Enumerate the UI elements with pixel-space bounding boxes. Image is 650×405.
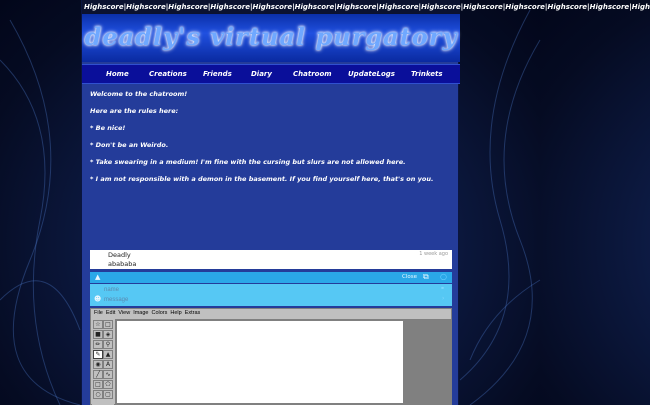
polygon-icon[interactable]: ⬠ — [103, 380, 113, 389]
emoji-icon[interactable]: ☻ — [94, 295, 102, 303]
send-icon[interactable]: › — [442, 295, 445, 302]
rect-select-icon[interactable]: □ — [103, 320, 113, 329]
nav-updatelogs[interactable]: UpdateLogs — [348, 70, 395, 78]
nav-home[interactable]: Home — [106, 70, 129, 78]
nav-diary[interactable]: Diary — [251, 70, 272, 78]
menu-colors[interactable]: Colors — [151, 310, 168, 316]
paint-canvas[interactable] — [117, 321, 403, 403]
message-input[interactable] — [104, 295, 434, 304]
eraser-icon[interactable]: ■ — [93, 330, 103, 339]
text-icon[interactable]: A — [103, 360, 113, 369]
rule-item: * Be nice! — [90, 124, 126, 132]
rounded-rect-icon[interactable]: ▢ — [103, 390, 113, 399]
menu-help[interactable]: Help — [170, 310, 182, 316]
welcome-text: Welcome to the chatroom! — [90, 90, 188, 98]
highscore-ticker: Highscore|Highscore|Highscore|Highscore|Highscore|Highscore|Highscore|Highscore|Highscore|Highscore|Highscore|Highscore|Highscore|High — [82, 0, 460, 14]
close-button[interactable]: Close — [402, 274, 417, 280]
free-select-icon[interactable]: ☆ — [93, 320, 103, 329]
paint-menu-bar — [91, 310, 451, 319]
main-frame — [81, 0, 650, 405]
name-input[interactable] — [104, 285, 434, 294]
user-icon[interactable]: ▲ — [95, 273, 101, 281]
chat-input-area — [90, 284, 452, 306]
site-title: deadly's virtual purgatory — [84, 22, 458, 51]
ellipse-icon[interactable]: ○ — [93, 390, 103, 399]
nav-chatroom[interactable]: Chatroom — [293, 70, 332, 78]
chatroom-rules — [90, 90, 452, 192]
chat-message — [90, 250, 452, 269]
nav-friends[interactable]: Friends — [203, 70, 232, 78]
nav-trinkets[interactable]: Trinkets — [411, 70, 443, 78]
chat-message-author: Deadly — [108, 251, 131, 259]
rules-intro: Here are the rules here: — [90, 107, 179, 115]
fill-icon[interactable]: ◈ — [103, 330, 113, 339]
menu-extras[interactable]: Extras — [184, 310, 201, 316]
link-icon[interactable]: ⚭ — [440, 285, 446, 292]
paint-canvas-area — [115, 319, 451, 405]
line-icon[interactable]: ╱ — [93, 370, 103, 379]
settings-icon[interactable]: ○ — [440, 272, 447, 281]
airbrush-icon[interactable]: ◉ — [93, 360, 103, 369]
pencil-icon[interactable]: ✎ — [93, 350, 103, 359]
chat-message-time: 1 week ago — [419, 251, 448, 257]
menu-view[interactable]: View — [118, 310, 131, 316]
picker-icon[interactable]: ✏ — [93, 340, 103, 349]
nav-creations[interactable]: Creations — [149, 70, 187, 78]
rule-item: * Take swearing in a medium! I'm fine with the cursing but slurs are not allowed here. — [90, 158, 406, 166]
rectangle-icon[interactable]: □ — [93, 380, 103, 389]
menu-file[interactable]: File — [94, 310, 103, 316]
rule-item: * I am not responsible with a demon in the basement. If you find yourself here, that's on you. — [90, 175, 434, 183]
chat-toolbar — [90, 272, 452, 283]
menu-image[interactable]: Image — [133, 310, 149, 316]
paint-toolbox — [92, 319, 114, 405]
popout-icon[interactable]: ⧉ — [423, 272, 429, 281]
chat-message-text: abababa — [108, 260, 137, 268]
site-banner — [82, 14, 460, 62]
brush-icon[interactable]: ▲ — [103, 350, 113, 359]
menu-edit[interactable]: Edit — [105, 310, 116, 316]
paint-app — [90, 308, 452, 405]
curve-icon[interactable]: ∿ — [103, 370, 113, 379]
main-nav — [82, 64, 460, 84]
magnifier-icon[interactable]: ⚲ — [103, 340, 113, 349]
rule-item: * Don't be an Weirdo. — [90, 141, 169, 149]
